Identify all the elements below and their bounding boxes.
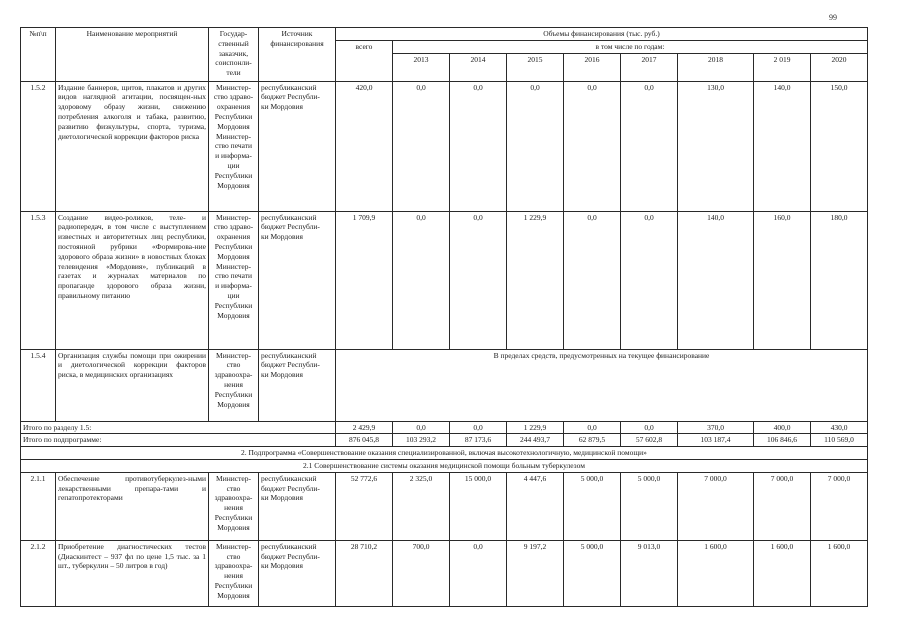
section-total-year: 430,0 [811, 421, 868, 434]
row-customer: Министер- ство здраво- охранения Республики Мордовия Министер- ство печати и информа- ции Республики Мордовия [209, 81, 259, 211]
subprogram-title: 2. Подпрограмма «Совершенствование оказания специализированной, включая высокотехнологичную, медицинской помощи» [21, 447, 868, 460]
header-year: 2 019 [754, 53, 811, 81]
row-source: республиканский бюджет Республи- ки Мордовия [259, 540, 336, 606]
row-year-value: 7 000,0 [811, 472, 868, 540]
table-row [21, 472, 868, 540]
program-total-year: 103 187,4 [678, 434, 754, 447]
header-by-years: в том числе по годам: [393, 40, 868, 53]
row-year-value: 0,0 [393, 81, 450, 211]
row-customer: Министер- ство здраво- охранения Республики Мордовия Министер- ство печати и информа- ции Республики Мордовия [209, 211, 259, 349]
section-total-row [21, 421, 868, 434]
table-row [21, 349, 868, 421]
table-row [21, 540, 868, 606]
row-customer: Министер- ство здравоохра- нения Республики Мордовия [209, 472, 259, 540]
row-year-value: 0,0 [564, 211, 621, 349]
header-customer: Государ- ственный заказчик, соиспонли- тели [209, 28, 259, 82]
program-total-label: Итого по подпрограмме: [21, 434, 336, 447]
header-year: 2016 [564, 53, 621, 81]
section-total-year: 0,0 [564, 421, 621, 434]
header-volumes: Объемы финансирования (тыс. руб.) [336, 28, 868, 41]
header-source: Источник финансирования [259, 28, 336, 82]
table-row [21, 211, 868, 349]
section-total-year: 0,0 [621, 421, 678, 434]
page-number: 99 [829, 13, 837, 22]
row-year-value: 5 000,0 [564, 540, 621, 606]
row-id: 1.5.3 [21, 211, 56, 349]
row-id: 2.1.1 [21, 472, 56, 540]
row-year-value: 0,0 [450, 540, 507, 606]
subsection-title: 2.1 Совершенствование системы оказания медицинской помощи больным туберкулезом [21, 459, 868, 472]
row-year-value: 1 600,0 [678, 540, 754, 606]
program-total-year: 106 846,6 [754, 434, 811, 447]
row-year-value: 5 000,0 [621, 472, 678, 540]
row-total: 52 772,6 [336, 472, 393, 540]
row-source: республиканский бюджет Республи- ки Мордовия [259, 472, 336, 540]
program-total-year: 110 569,0 [811, 434, 868, 447]
row-year-value: 0,0 [450, 211, 507, 349]
row-year-value: 9 197,2 [507, 540, 564, 606]
row-name: Обеспечение противотуберкулез-ными лекарственными препара-тами и гепатопротекторами [56, 472, 209, 540]
row-total: 420,0 [336, 81, 393, 211]
row-year-value: 9 013,0 [621, 540, 678, 606]
row-name: Приобретение диагностических тестов (Диаскинтест – 937 фл по цене 1,5 тыс. за 1 шт., туберкулин – 50 литров в год) [56, 540, 209, 606]
header-year: 2015 [507, 53, 564, 81]
row-name: Создание видео-роликов, теле- и радиопередач, в том числе с выступлением известных и авторитетных лиц республики, постоянной рубрики «Формирова-ние здорового образа жизни» в новостных блоках телевидения «Мордовия», публикаций в газетах и журналах материалов по пропаганде здорового образа жизни, правильному питанию [56, 211, 209, 349]
row-year-value: 7 000,0 [754, 472, 811, 540]
program-total-row [21, 434, 868, 447]
row-year-value: 140,0 [754, 81, 811, 211]
row-year-value: 2 325,0 [393, 472, 450, 540]
row-year-value: 0,0 [507, 81, 564, 211]
section-total-year: 0,0 [393, 421, 450, 434]
header-num: №п\п [21, 28, 56, 82]
header-year: 2018 [678, 53, 754, 81]
section-total-year: 0,0 [450, 421, 507, 434]
row-name: Организация службы помощи при ожирении и диетологической коррекции факторов риска, в медицинских организациях [56, 349, 209, 421]
row-id: 2.1.2 [21, 540, 56, 606]
row-financing-note: В пределах средств, предусмотренных на текущее финансирование [336, 349, 868, 421]
row-source: республиканский бюджет Республи- ки Мордовия [259, 349, 336, 421]
row-customer: Министер- ство здравоохра- нения Республики Мордовия [209, 540, 259, 606]
header-year: 2020 [811, 53, 868, 81]
program-total-year: 103 293,2 [393, 434, 450, 447]
row-name: Издание баннеров, щитов, плакатов и других видов наглядной агитации, посвящен-ных здоровому образу жизни, снижению потребления алкоголя и табака, развитию, развитию физкультуры, спорта, туризма, диетологической коррекции факторов риска [56, 81, 209, 211]
row-year-value: 130,0 [678, 81, 754, 211]
row-customer: Министер- ство здравоохра- нения Республики Мордовия [209, 349, 259, 421]
program-total-year: 57 602,8 [621, 434, 678, 447]
row-year-value: 0,0 [450, 81, 507, 211]
row-year-value: 160,0 [754, 211, 811, 349]
program-total-value: 876 045,8 [336, 434, 393, 447]
row-id: 1.5.2 [21, 81, 56, 211]
row-source: республиканский бюджет Республи- ки Мордовия [259, 211, 336, 349]
row-year-value: 7 000,0 [678, 472, 754, 540]
row-year-value: 700,0 [393, 540, 450, 606]
row-year-value: 140,0 [678, 211, 754, 349]
section-total-year: 400,0 [754, 421, 811, 434]
header-year: 2014 [450, 53, 507, 81]
program-total-year: 87 173,6 [450, 434, 507, 447]
program-total-year: 62 879,5 [564, 434, 621, 447]
header-year: 2013 [393, 53, 450, 81]
row-total: 1 709,9 [336, 211, 393, 349]
header-total: всего [336, 40, 393, 81]
section-total-year: 1 229,9 [507, 421, 564, 434]
section-total-value: 2 429,9 [336, 421, 393, 434]
row-id: 1.5.4 [21, 349, 56, 421]
row-year-value: 4 447,6 [507, 472, 564, 540]
financing-table [20, 27, 868, 607]
section-total-year: 370,0 [678, 421, 754, 434]
row-year-value: 1 600,0 [811, 540, 868, 606]
row-year-value: 0,0 [393, 211, 450, 349]
row-year-value: 0,0 [621, 81, 678, 211]
section-total-label: Итого по разделу 1.5: [21, 421, 336, 434]
table-row [21, 81, 868, 211]
program-total-year: 244 493,7 [507, 434, 564, 447]
row-total: 28 710,2 [336, 540, 393, 606]
row-year-value: 150,0 [811, 81, 868, 211]
row-year-value: 0,0 [564, 81, 621, 211]
row-year-value: 5 000,0 [564, 472, 621, 540]
row-source: республиканский бюджет Республи- ки Мордовия [259, 81, 336, 211]
row-year-value: 1 600,0 [754, 540, 811, 606]
header-year: 2017 [621, 53, 678, 81]
row-year-value: 0,0 [621, 211, 678, 349]
row-year-value: 15 000,0 [450, 472, 507, 540]
row-year-value: 180,0 [811, 211, 868, 349]
header-name: Наименование мероприятий [56, 28, 209, 82]
row-year-value: 1 229,9 [507, 211, 564, 349]
